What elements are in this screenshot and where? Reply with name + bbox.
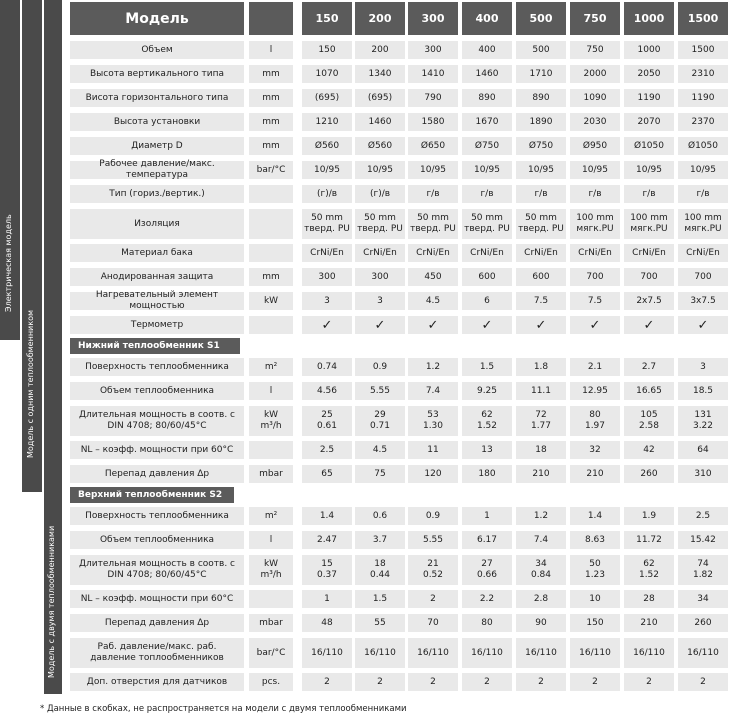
value-cell: 50 mm тверд. PU [462, 209, 512, 239]
value-cell: 790 [408, 89, 458, 107]
row-label: Изоляция [70, 209, 244, 239]
check-icon: ✓ [408, 316, 458, 334]
value-cell: 13 [462, 441, 512, 459]
row-unit: bar/°C [249, 161, 293, 179]
value-cell: 53 1.30 [408, 406, 458, 436]
value-cell: 16/110 [355, 638, 405, 668]
value-cell: 450 [408, 268, 458, 286]
value-cell: 25 0.61 [302, 406, 352, 436]
value-cell: 260 [678, 614, 728, 632]
value-cell: 2.8 [516, 590, 566, 608]
value-cell: 16.65 [624, 382, 674, 400]
row-label: Длительная мощность в соотв. с DIN 4708; 80/60/45°C [70, 406, 244, 436]
section-upper-hx: Верхний теплообменник S2 [70, 487, 234, 503]
value-cell: 65 [302, 465, 352, 483]
value-cell: 8.63 [570, 531, 620, 549]
value-cell: 310 [678, 465, 728, 483]
header-model-3: 400 [462, 2, 512, 35]
value-cell: 29 0.71 [355, 406, 405, 436]
value-cell: CrNi/En [516, 244, 566, 262]
value-cell: 100 mm мягк.PU [570, 209, 620, 239]
value-cell: 50 mm тверд. PU [302, 209, 352, 239]
value-cell: 500 [516, 41, 566, 59]
value-cell: 2.47 [302, 531, 352, 549]
value-cell: 10/95 [624, 161, 674, 179]
value-cell: 42 [624, 441, 674, 459]
value-cell: 10/95 [355, 161, 405, 179]
value-cell: 700 [570, 268, 620, 286]
value-cell: (695) [302, 89, 352, 107]
value-cell: 1410 [408, 65, 458, 83]
value-cell: CrNi/En [570, 244, 620, 262]
value-cell: 16/110 [624, 638, 674, 668]
check-icon: ✓ [462, 316, 512, 334]
value-cell: 210 [624, 614, 674, 632]
value-cell: Ø950 [570, 137, 620, 155]
value-cell: 2370 [678, 113, 728, 131]
value-cell: 90 [516, 614, 566, 632]
value-cell: 16/110 [302, 638, 352, 668]
value-cell: CrNi/En [302, 244, 352, 262]
value-cell: 32 [570, 441, 620, 459]
value-cell: 300 [408, 41, 458, 59]
value-cell: г/в [678, 185, 728, 203]
value-cell: 2 [624, 673, 674, 691]
value-cell: 6 [462, 292, 512, 310]
value-cell: 1190 [678, 89, 728, 107]
value-cell: 18 0.44 [355, 555, 405, 585]
row-label: Анодированная защита [70, 268, 244, 286]
value-cell: 120 [408, 465, 458, 483]
value-cell: 300 [355, 268, 405, 286]
value-cell: 150 [570, 614, 620, 632]
value-cell: 62 1.52 [624, 555, 674, 585]
row-unit: mm [249, 65, 293, 83]
value-cell: Ø560 [302, 137, 352, 155]
value-cell: 1000 [624, 41, 674, 59]
row-unit [249, 316, 293, 334]
header-model-label: Модель [70, 2, 244, 35]
value-cell: 260 [624, 465, 674, 483]
value-cell: 1190 [624, 89, 674, 107]
value-cell: 2030 [570, 113, 620, 131]
value-cell: 0.9 [355, 358, 405, 376]
value-cell: 72 1.77 [516, 406, 566, 436]
side-label-one-hx: Модель с одним теплообменником [26, 309, 35, 458]
value-cell: 3 [302, 292, 352, 310]
row-label: Высота вертикального типа [70, 65, 244, 83]
value-cell: 2 [678, 673, 728, 691]
value-cell: 4.5 [408, 292, 458, 310]
value-cell: 0.6 [355, 507, 405, 525]
value-cell: г/в [570, 185, 620, 203]
value-cell: 11.1 [516, 382, 566, 400]
value-cell: 1670 [462, 113, 512, 131]
value-cell: 2x7.5 [624, 292, 674, 310]
value-cell: 16/110 [408, 638, 458, 668]
row-label: Объем теплообменника [70, 382, 244, 400]
value-cell: 2.7 [624, 358, 674, 376]
row-unit: l [249, 41, 293, 59]
value-cell: 80 [462, 614, 512, 632]
value-cell: 1.9 [624, 507, 674, 525]
value-cell: 10/95 [570, 161, 620, 179]
header-model-7: 1500 [678, 2, 728, 35]
value-cell: 74 1.82 [678, 555, 728, 585]
value-cell: 700 [678, 268, 728, 286]
header-model-2: 300 [408, 2, 458, 35]
value-cell: 100 mm мягк.PU [624, 209, 674, 239]
value-cell: Ø1050 [624, 137, 674, 155]
row-label: Объем теплообменника [70, 531, 244, 549]
value-cell: 9.25 [462, 382, 512, 400]
value-cell: 18.5 [678, 382, 728, 400]
value-cell: Ø750 [516, 137, 566, 155]
value-cell: 15 0.37 [302, 555, 352, 585]
value-cell: 50 mm тверд. PU [408, 209, 458, 239]
value-cell: 1070 [302, 65, 352, 83]
row-unit [249, 185, 293, 203]
value-cell: 150 [302, 41, 352, 59]
value-cell: 1340 [355, 65, 405, 83]
value-cell: 600 [516, 268, 566, 286]
row-label: Перепад давления Δp [70, 614, 244, 632]
value-cell: 700 [624, 268, 674, 286]
value-cell: 10 [570, 590, 620, 608]
value-cell: 1.2 [408, 358, 458, 376]
row-unit: mm [249, 268, 293, 286]
value-cell: 2.2 [462, 590, 512, 608]
row-label: Поверхность теплообменника [70, 507, 244, 525]
value-cell: 5.55 [408, 531, 458, 549]
value-cell: 12.95 [570, 382, 620, 400]
row-unit: pcs. [249, 673, 293, 691]
value-cell: 1210 [302, 113, 352, 131]
row-unit: l [249, 382, 293, 400]
value-cell: 1460 [355, 113, 405, 131]
value-cell: 34 [678, 590, 728, 608]
value-cell: 131 3.22 [678, 406, 728, 436]
value-cell: 64 [678, 441, 728, 459]
value-cell: 180 [462, 465, 512, 483]
row-unit: mm [249, 137, 293, 155]
value-cell: 11.72 [624, 531, 674, 549]
value-cell: 2070 [624, 113, 674, 131]
row-label: Перепад давления Δp [70, 465, 244, 483]
value-cell: CrNi/En [462, 244, 512, 262]
value-cell: 1.4 [302, 507, 352, 525]
row-unit [249, 209, 293, 239]
value-cell: 3.7 [355, 531, 405, 549]
value-cell: Ø750 [462, 137, 512, 155]
value-cell: 5.55 [355, 382, 405, 400]
value-cell: 28 [624, 590, 674, 608]
value-cell: 1460 [462, 65, 512, 83]
header-model-0: 150 [302, 2, 352, 35]
value-cell: 70 [408, 614, 458, 632]
header-model-5: 750 [570, 2, 620, 35]
value-cell: 2 [408, 590, 458, 608]
value-cell: 2.5 [302, 441, 352, 459]
value-cell: 2.1 [570, 358, 620, 376]
value-cell: 1.8 [516, 358, 566, 376]
value-cell: Ø650 [408, 137, 458, 155]
value-cell: 7.5 [516, 292, 566, 310]
value-cell: 50 mm тверд. PU [516, 209, 566, 239]
value-cell: 10/95 [678, 161, 728, 179]
value-cell: 50 1.23 [570, 555, 620, 585]
side-bar-one-hx [22, 0, 42, 492]
value-cell: 4.5 [355, 441, 405, 459]
side-label-two-hx: Модель с двумя теплообменниками [47, 525, 56, 678]
value-cell: 750 [570, 41, 620, 59]
row-unit: mbar [249, 465, 293, 483]
value-cell: 10/95 [516, 161, 566, 179]
value-cell: 1890 [516, 113, 566, 131]
value-cell: 10/95 [408, 161, 458, 179]
row-label: Доп. отверстия для датчиков [70, 673, 244, 691]
row-label: Объем [70, 41, 244, 59]
value-cell: 3 [355, 292, 405, 310]
value-cell: 300 [302, 268, 352, 286]
value-cell: г/в [516, 185, 566, 203]
value-cell: 6.17 [462, 531, 512, 549]
value-cell: (г)/в [355, 185, 405, 203]
value-cell: 2.5 [678, 507, 728, 525]
value-cell: (г)/в [302, 185, 352, 203]
value-cell: 10/95 [462, 161, 512, 179]
row-label: Тип (гориз./вертик.) [70, 185, 244, 203]
section-lower-hx: Нижний теплообменник S1 [70, 338, 240, 354]
value-cell: 7.5 [570, 292, 620, 310]
row-unit [249, 590, 293, 608]
value-cell: 18 [516, 441, 566, 459]
check-icon: ✓ [355, 316, 405, 334]
value-cell: 1.2 [516, 507, 566, 525]
value-cell: 1580 [408, 113, 458, 131]
value-cell: 1.4 [570, 507, 620, 525]
row-label: Материал бака [70, 244, 244, 262]
value-cell: 16/110 [516, 638, 566, 668]
check-icon: ✓ [302, 316, 352, 334]
row-unit: m² [249, 507, 293, 525]
row-label: Термометр [70, 316, 244, 334]
value-cell: CrNi/En [355, 244, 405, 262]
value-cell: 2 [462, 673, 512, 691]
value-cell: 2 [516, 673, 566, 691]
value-cell: CrNi/En [408, 244, 458, 262]
value-cell: 2 [408, 673, 458, 691]
value-cell: (695) [355, 89, 405, 107]
row-unit: bar/°C [249, 638, 293, 668]
value-cell: г/в [408, 185, 458, 203]
check-icon: ✓ [624, 316, 674, 334]
value-cell: 210 [516, 465, 566, 483]
value-cell: 2000 [570, 65, 620, 83]
row-unit: mbar [249, 614, 293, 632]
value-cell: 27 0.66 [462, 555, 512, 585]
value-cell: г/в [624, 185, 674, 203]
value-cell: 75 [355, 465, 405, 483]
value-cell: 100 mm мягк.PU [678, 209, 728, 239]
value-cell: 2 [355, 673, 405, 691]
row-label: Диаметр D [70, 137, 244, 155]
row-label: Поверхность теплообменника [70, 358, 244, 376]
value-cell: 55 [355, 614, 405, 632]
value-cell: 600 [462, 268, 512, 286]
value-cell: 1.5 [355, 590, 405, 608]
value-cell: 34 0.84 [516, 555, 566, 585]
value-cell: 400 [462, 41, 512, 59]
value-cell: Ø560 [355, 137, 405, 155]
value-cell: 15.42 [678, 531, 728, 549]
header-model-6: 1000 [624, 2, 674, 35]
value-cell: 11 [408, 441, 458, 459]
value-cell: 16/110 [678, 638, 728, 668]
value-cell: г/в [462, 185, 512, 203]
value-cell: 80 1.97 [570, 406, 620, 436]
value-cell: 1090 [570, 89, 620, 107]
value-cell: 2050 [624, 65, 674, 83]
value-cell: 21 0.52 [408, 555, 458, 585]
row-label: Нагревательный элемент мощностью [70, 292, 244, 310]
row-unit: mm [249, 89, 293, 107]
header-unit-cell [249, 2, 293, 35]
value-cell: 2310 [678, 65, 728, 83]
side-label-electric: Электрическая модель [4, 214, 13, 312]
header-model-4: 500 [516, 2, 566, 35]
row-label: Длительная мощность в соотв. с DIN 4708; 80/60/45°C [70, 555, 244, 585]
value-cell: 890 [462, 89, 512, 107]
value-cell: 2 [570, 673, 620, 691]
row-unit: m² [249, 358, 293, 376]
value-cell: 16/110 [462, 638, 512, 668]
row-label: Рабочее давление/макс. температура [70, 161, 244, 179]
value-cell: 1710 [516, 65, 566, 83]
row-label: Высота установки [70, 113, 244, 131]
check-icon: ✓ [570, 316, 620, 334]
side-bar-two-hx [44, 0, 62, 694]
check-icon: ✓ [516, 316, 566, 334]
value-cell: 3x7.5 [678, 292, 728, 310]
check-icon: ✓ [678, 316, 728, 334]
row-unit: kW m³/h [249, 555, 293, 585]
header-model-1: 200 [355, 2, 405, 35]
row-unit: kW m³/h [249, 406, 293, 436]
row-unit: l [249, 531, 293, 549]
row-label: Висота горизонтального типа [70, 89, 244, 107]
value-cell: 0.74 [302, 358, 352, 376]
value-cell: 1.5 [462, 358, 512, 376]
value-cell: 2 [302, 673, 352, 691]
value-cell: Ø1050 [678, 137, 728, 155]
value-cell: 48 [302, 614, 352, 632]
value-cell: 200 [355, 41, 405, 59]
value-cell: 1500 [678, 41, 728, 59]
row-unit [249, 244, 293, 262]
row-unit [249, 441, 293, 459]
side-bar-electric [0, 0, 20, 340]
value-cell: 4.56 [302, 382, 352, 400]
value-cell: 7.4 [408, 382, 458, 400]
value-cell: 50 mm тверд. PU [355, 209, 405, 239]
row-label: NL – коэфф. мощности при 60°C [70, 441, 244, 459]
row-unit: kW [249, 292, 293, 310]
value-cell: CrNi/En [678, 244, 728, 262]
value-cell: 62 1.52 [462, 406, 512, 436]
value-cell: 1 [302, 590, 352, 608]
row-label: Раб. давление/макс. раб. давление топлообменников [70, 638, 244, 668]
value-cell: 0.9 [408, 507, 458, 525]
row-unit: mm [249, 113, 293, 131]
footnote: * Данные в скобках, не распространяется на модели с двумя теплообменниками [40, 704, 407, 714]
value-cell: 105 2.58 [624, 406, 674, 436]
value-cell: 210 [570, 465, 620, 483]
row-label: NL – коэфф. мощности при 60°C [70, 590, 244, 608]
value-cell: 10/95 [302, 161, 352, 179]
value-cell: 3 [678, 358, 728, 376]
value-cell: 890 [516, 89, 566, 107]
value-cell: 16/110 [570, 638, 620, 668]
value-cell: 7.4 [516, 531, 566, 549]
value-cell: 1 [462, 507, 512, 525]
value-cell: CrNi/En [624, 244, 674, 262]
